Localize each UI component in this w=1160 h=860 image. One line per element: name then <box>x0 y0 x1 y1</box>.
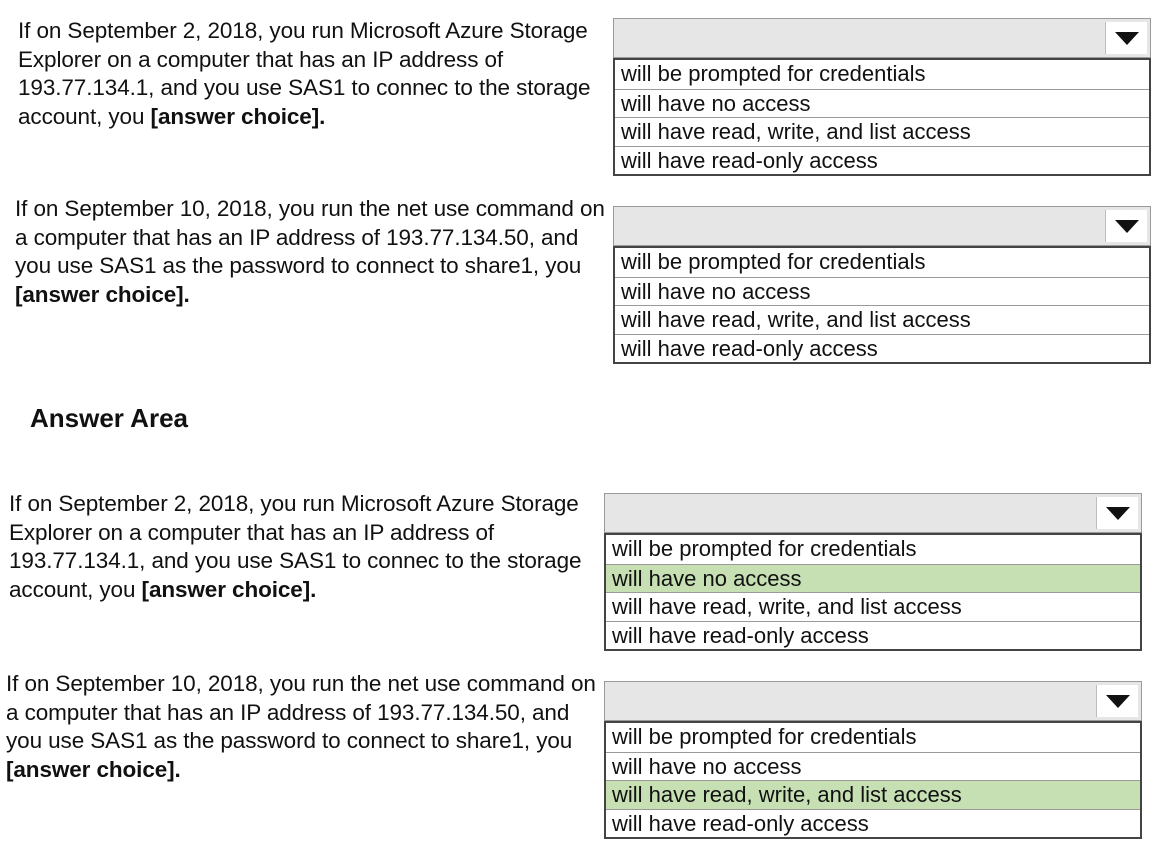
question-2-dropdown[interactable] <box>613 206 1151 368</box>
chevron-down-icon[interactable] <box>1105 22 1147 54</box>
question-1-text <box>18 17 603 131</box>
option-prompted[interactable]: will be prompted for credentials <box>621 249 926 274</box>
dropdown-options <box>604 721 1142 839</box>
dropdown-header[interactable] <box>604 493 1142 533</box>
answer-question-1-dropdown[interactable] <box>604 493 1142 655</box>
answer-question-1-prompt: If on September 2, 2018, you run Microsoft Azure Storage Explorer on a computer that has an IP address of 193.77.134.1, and you use SAS1 to connec to the storage account, you <box>9 491 582 602</box>
option-read-write-list-selected[interactable]: will have read, write, and list access <box>606 780 1140 809</box>
chevron-down-icon[interactable] <box>1105 210 1147 242</box>
question-2-text <box>15 195 605 309</box>
dropdown-header[interactable] <box>613 18 1151 58</box>
dropdown-options <box>613 246 1151 364</box>
answer-question-1-text <box>9 490 594 604</box>
answer-question-2-placeholder: [answer choice]. <box>6 756 181 782</box>
chevron-down-icon[interactable] <box>1096 497 1138 529</box>
dropdown-header[interactable] <box>604 681 1142 721</box>
option-prompted[interactable]: will be prompted for credentials <box>612 536 917 561</box>
answer-question-2-text <box>6 670 596 784</box>
option-read-write-list[interactable]: will have read, write, and list access <box>606 592 1140 621</box>
option-read-write-list[interactable]: will have read, write, and list access <box>615 117 1149 146</box>
option-read-only[interactable]: will have read-only access <box>606 621 1140 650</box>
option-no-access[interactable]: will have no access <box>606 752 1140 781</box>
option-read-only[interactable]: will have read-only access <box>615 334 1149 363</box>
option-read-write-list[interactable]: will have read, write, and list access <box>615 305 1149 334</box>
option-no-access[interactable]: will have no access <box>615 277 1149 306</box>
chevron-down-icon[interactable] <box>1096 685 1138 717</box>
question-2-placeholder: [answer choice]. <box>15 281 190 307</box>
answer-area-heading: Answer Area <box>30 403 188 433</box>
question-1-prompt: If on September 2, 2018, you run Microsoft Azure Storage Explorer on a computer that has an IP address of 193.77.134.1, and you use SAS1 to connec to the storage account, you <box>18 18 591 129</box>
option-read-only[interactable]: will have read-only access <box>615 146 1149 175</box>
question-1-dropdown[interactable] <box>613 18 1151 180</box>
answer-question-1-placeholder: [answer choice]. <box>141 576 317 602</box>
option-prompted[interactable]: will be prompted for credentials <box>621 61 926 86</box>
dropdown-options <box>613 58 1151 176</box>
dropdown-header[interactable] <box>613 206 1151 246</box>
option-read-only[interactable]: will have read-only access <box>606 809 1140 838</box>
dropdown-options <box>604 533 1142 651</box>
option-prompted[interactable]: will be prompted for credentials <box>612 724 917 749</box>
answer-question-2-dropdown[interactable] <box>604 681 1142 843</box>
answer-question-2-prompt: If on September 10, 2018, you run the net use command on a computer that has an IP address of 193.77.134.50, and you use SAS1 as the password to connect to share1, you <box>6 671 596 753</box>
question-2-prompt: If on September 10, 2018, you run the net use command on a computer that has an IP address of 193.77.134.50, and you use SAS1 as the password to connect to share1, you <box>15 196 605 278</box>
option-no-access-selected[interactable]: will have no access <box>606 564 1140 593</box>
question-1-placeholder: [answer choice]. <box>150 103 326 129</box>
option-no-access[interactable]: will have no access <box>615 89 1149 118</box>
